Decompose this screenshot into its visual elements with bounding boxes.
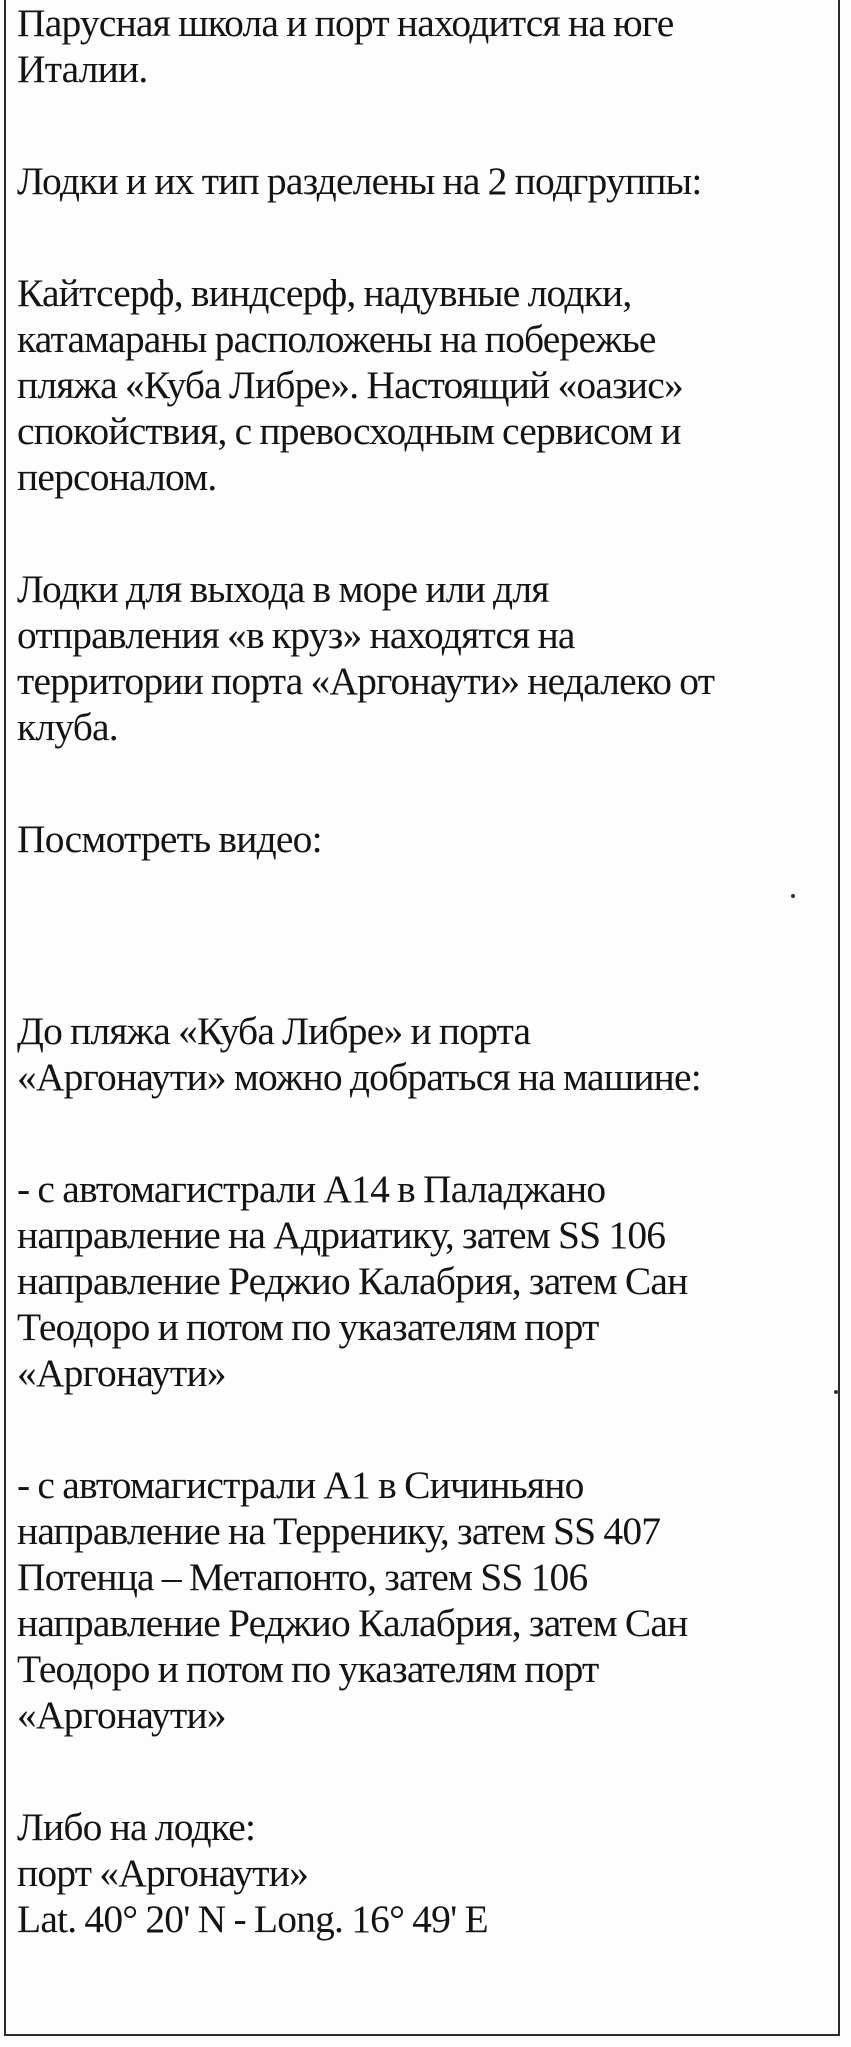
paragraph-boat-types <box>17 158 832 204</box>
text-line: - с автомагистрали A14 в Паладжано <box>17 1167 606 1211</box>
paragraph-video <box>17 816 832 862</box>
text-line: - с автомагистрали A1 в Сичиньяно <box>17 1463 584 1507</box>
text-line: территории порта «Аргонаути» недалеко от <box>17 659 715 703</box>
text-line: персоналом. <box>17 455 217 499</box>
text-line: «Аргонаути» <box>17 1351 226 1395</box>
paragraph-by-boat <box>17 1804 832 1942</box>
document-body <box>17 0 832 1942</box>
text-line: «Аргонаути» <box>17 1693 226 1737</box>
text-line: направление Реджио Калабрия, затем Сан <box>17 1259 688 1303</box>
paragraph-route-a14 <box>17 1166 832 1396</box>
paragraph-intro <box>17 0 832 92</box>
text-line: порт «Аргонаути» <box>17 1851 309 1895</box>
text-line: Италии. <box>17 47 148 91</box>
text-line: Лодки для выхода в море или для <box>17 567 549 611</box>
paragraph-route-a1 <box>17 1462 832 1738</box>
text-line: Кайтсерф, виндсерф, надувные лодки, <box>17 271 632 315</box>
text-line: отправления «в круз» находятся на <box>17 613 575 657</box>
text-line: Посмотреть видео: <box>17 817 322 861</box>
text-line: Либо на лодке: <box>17 1805 256 1849</box>
paragraph-sea-boats <box>17 566 832 750</box>
text-line: спокойствия, с превосходным сервисом и <box>17 409 681 453</box>
text-line: Парусная школа и порт находится на юге <box>17 1 674 45</box>
text-line: направление на Адриатику, затем SS 106 <box>17 1213 666 1257</box>
text-line: Теодоро и потом по указателям порт <box>17 1305 599 1349</box>
text-line: Лодки и их тип разделены на 2 подгруппы: <box>17 159 702 203</box>
text-line: направление Реджио Калабрия, затем Сан <box>17 1601 688 1645</box>
coordinates-line: Lat. 40° 20' N - Long. 16° 49' E <box>17 1897 488 1941</box>
paragraph-beach-boats <box>17 270 832 500</box>
text-line: «Аргонаути» можно добраться на машине: <box>17 1055 701 1099</box>
scan-speck <box>791 894 795 898</box>
text-line: направление на Терренику, затем SS 407 <box>17 1509 661 1553</box>
text-line: Потенца – Метапонто, затем SS 106 <box>17 1555 588 1599</box>
text-line: пляжа «Куба Либре». Настоящий «оазис» <box>17 363 683 407</box>
text-line: До пляжа «Куба Либре» и порта <box>17 1009 531 1053</box>
scan-speck <box>834 1390 838 1394</box>
paragraph-directions-intro <box>17 1008 832 1100</box>
text-line: клуба. <box>17 705 118 749</box>
text-line: катамараны расположены на побережье <box>17 317 656 361</box>
text-line: Теодоро и потом по указателям порт <box>17 1647 599 1691</box>
